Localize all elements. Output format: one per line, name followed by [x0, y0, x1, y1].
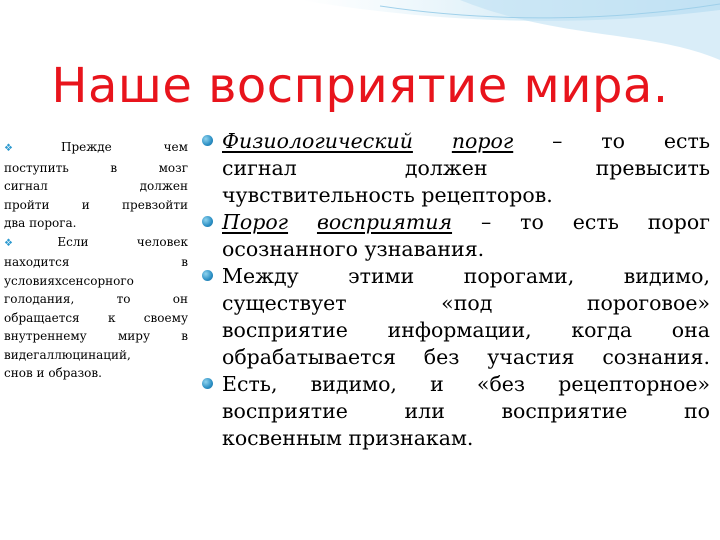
left-paragraph-2	[4, 233, 188, 383]
b2-line-2: осознанного узнавания.	[222, 237, 485, 261]
b1-line-3: чувствительность рецепторов.	[222, 183, 553, 207]
blue-dot-icon	[202, 216, 213, 227]
blue-dot-icon	[202, 135, 213, 146]
left-p2-line-5: обращается к своему	[4, 310, 188, 325]
diamond-flower-icon: ❖	[4, 143, 61, 154]
left-p1-line-5: два порога.	[4, 216, 77, 230]
left-p2-line-1: Если человек	[57, 234, 188, 249]
b3-line-1: Между этими порогами, видимо,	[222, 264, 710, 288]
blue-dot-icon	[202, 378, 213, 389]
bullet-item-4	[196, 371, 710, 452]
left-p2-line-8: снов и образов.	[4, 366, 102, 380]
page-title: Наше восприятие мира.	[51, 58, 669, 114]
blue-dot-icon	[202, 270, 213, 281]
left-p2-line-6: внутреннему миру в	[4, 329, 188, 343]
left-p2-line-4: голодания, то он	[4, 292, 188, 306]
term-threshold: порог	[451, 129, 514, 153]
left-column	[4, 138, 188, 383]
bullet-item-3	[196, 263, 710, 371]
left-p1-line-3: сигнал должен	[4, 179, 188, 193]
b3-line-3: восприятие информации, когда она	[222, 318, 710, 342]
bullet-item-1: Физиологический порог – то есть сигнал должен превысить чувствительность рецепторов.	[196, 128, 710, 209]
b3-line-2: существует «под пороговое»	[222, 291, 710, 315]
b3-line-4: обрабатывается без участия сознания.	[222, 345, 710, 369]
diamond-flower-icon: ❖	[4, 237, 58, 249]
left-p1-line-4: пройти и превзойти	[4, 197, 188, 212]
right-column	[196, 128, 710, 452]
left-p2-line-2: находится в	[4, 255, 188, 269]
b1-line-2: сигнал должен превысить	[222, 156, 710, 180]
b4-line-2: восприятие или восприятие по	[222, 399, 710, 423]
left-p1-line-1: Прежде чем	[61, 140, 188, 154]
left-p2-line-3: условияхсенсорного	[4, 273, 134, 288]
left-p1-line-2: поступить в мозг	[4, 160, 188, 175]
left-p2-line-7: видегаллюцинаций,	[4, 347, 131, 362]
term-physiological: Физиологический	[222, 129, 413, 153]
term-perception-threshold-2: восприятия	[316, 210, 453, 234]
bullet-item-2: Порог восприятия – то есть порог осознанного узнавания.	[196, 209, 710, 263]
b4-line-1: Есть, видимо, и «без рецепторное»	[222, 372, 710, 396]
term-perception-threshold-1: Порог	[222, 210, 289, 234]
b4-line-3: косвенным признакам.	[222, 426, 474, 450]
left-paragraph-1	[4, 138, 188, 233]
